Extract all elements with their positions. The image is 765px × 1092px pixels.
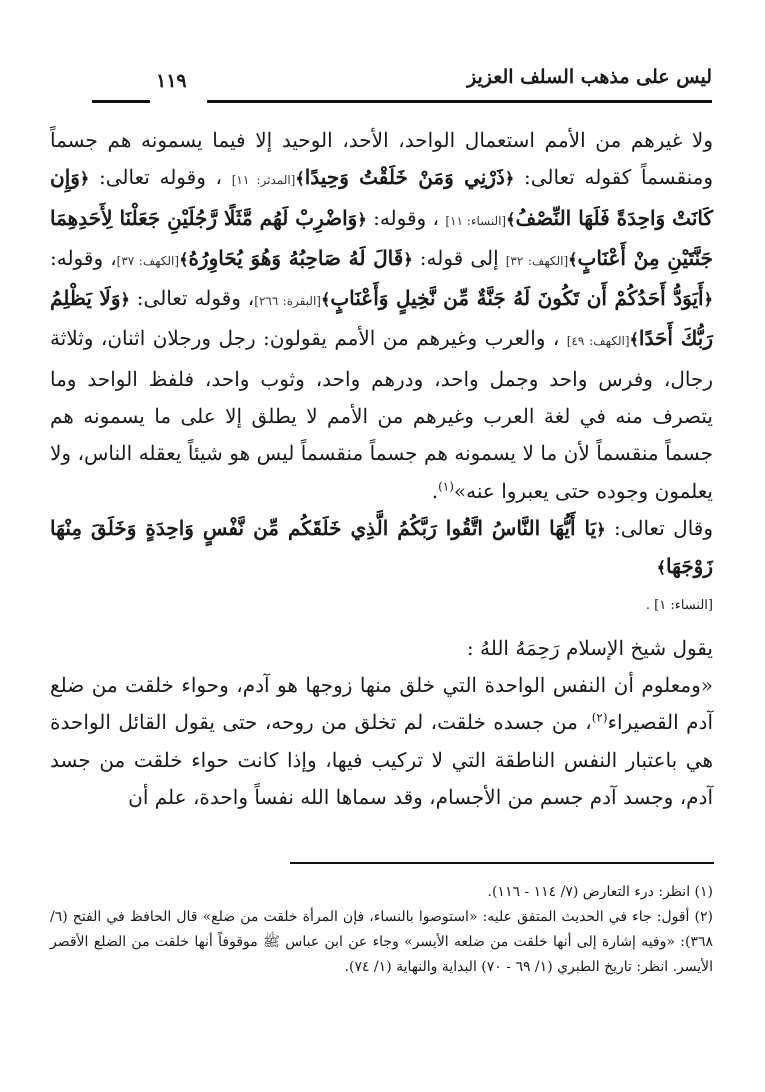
verse-reference: [الكهف: ٣٢] xyxy=(505,253,569,268)
verse-reference: [المدثر: ١١] xyxy=(231,173,296,188)
ornate-bracket-open: ﴿ xyxy=(120,290,130,310)
verse-reference: [النساء: ١١] xyxy=(445,213,507,228)
ornate-bracket-open: ﴿ xyxy=(596,519,606,539)
ornate-bracket-close: ﴾ xyxy=(568,249,578,269)
page-header xyxy=(92,66,712,106)
verse-text: يَا أَيُّهَا النَّاسُ اتَّقُوا رَبَّكُمُ الَّذِي خَلَقَكُم مِّن نَّفْسٍ وَاحِدَةٍ وَخَلَقَ مِنْهَا زَوْجَهَا xyxy=(50,515,713,579)
text-run: ، وقوله تعالى: xyxy=(129,286,255,311)
verse-text: وَلَا يَظْلِمُ رَبُّكَ أَحَدًا xyxy=(50,286,713,351)
verse-reference: [الكهف: ٣٧] xyxy=(116,253,180,268)
ornate-bracket-close: ﴾ xyxy=(656,558,666,578)
ornate-bracket-close: ﴾ xyxy=(295,169,305,189)
ornate-bracket-open: ﴿ xyxy=(79,169,90,189)
verse-text: وَاضْرِبْ لَهُم مَّثَلًا رَّجُلَيْنِ جَعَلْنَا لِأَحَدِهِمَا جَنَّتَيْنِ مِنْ أَعْنَابٍ xyxy=(50,205,713,270)
verse-text: ذَرْنِي وَمَنْ خَلَقْتُ وَحِيدًا xyxy=(304,165,505,190)
footnote-marker-1[interactable]: (١) xyxy=(438,479,454,494)
text-run: ، وقوله: xyxy=(50,245,117,270)
ornate-bracket-open: ﴿ xyxy=(357,209,367,229)
verse-text: وَإِن كَانَتْ وَاحِدَةً فَلَهَا النِّصْفُ xyxy=(50,165,714,230)
text-run: ، والعرب وغيرهم من الأمم يقولون: رجل ورجلان اثنان، وثلاثة رجال، وفرس واحد وجمل واحد، ودرهم واحد، وثوب واحد، فلفظ الواحد وما يتصرف منه في لغة العرب وغيرهم من الأمم لا يطلق إلا على ما يسمونه هم جسماً منقسماً لأن ما لا يسمونه هم جسماً منقسماً ليس هو شيئاً يعقله الناس، ولا يعلمون وجوده حتى يعبروا عنه» xyxy=(50,326,713,503)
ornate-bracket-close: ﴾ xyxy=(179,249,189,269)
text-run: وقال تعالى: xyxy=(605,515,714,540)
quran-verse-5 xyxy=(321,286,713,310)
text-run: ولا غيرهم من الأمم استعمال الواحد، الأحد، الوحيد إلا فيما يسمونه هم جسماً ومنقسماً كقوله تعالى: xyxy=(50,128,714,190)
footnote-marker-2[interactable]: (٢) xyxy=(591,710,608,725)
verse-reference: [البقرة: ٢٦٦] xyxy=(254,294,321,309)
text-run: إلى قوله: xyxy=(412,245,506,270)
text-run: ، وقوله تعالى: xyxy=(89,165,232,190)
ornate-bracket-open: ﴿ xyxy=(403,249,413,269)
ornate-bracket-open: ﴿ xyxy=(703,290,713,310)
text-run: ، من جسده خلقت، لم تخلق من روحه، حتى يقول القائل الواحدة هي باعتبار النفس الناطقة التي لا تركيب فيها، وإذا كانت حواء خلقت من جسد آدم، وجسد آدم جسم من الأجسام، وقد سماها الله نفساً واحدة، علم أن xyxy=(50,710,713,810)
paragraph-3: يقول شيخ الإسلام رَحِمَهُ اللهُ : xyxy=(466,635,713,660)
paragraph-2 xyxy=(50,510,713,624)
paragraph-4 xyxy=(50,667,713,816)
footnote-2: (٢) أقول: جاء في الحديث المتفق عليه: «استوصوا بالنساء، فإن المرأة خلقت من ضلع» قال الحافظ في الفتح (٦/ ٣٦٨): «وفيه إشارة إلى أنها خلقت من ضلعه الأيسر» وجاء عن ابن عباس ﷺ موقوفاً أنها خلقت من الضلع الأقصر الأيسر. انظر: تاريخ الطبري (١/ ٦٩ - ٧٠) البداية والنهاية (١/ ٧٤). xyxy=(50,909,713,975)
footnote-1: (١) انظر: درء التعارض (٧/ ١١٤ - ١١٦). xyxy=(487,884,713,900)
footnote-separator xyxy=(290,862,714,864)
text-run: ، وقوله: xyxy=(366,205,446,230)
text-run: . xyxy=(431,478,439,503)
paragraph-1 xyxy=(50,122,713,510)
header-rule-long xyxy=(207,100,712,103)
ornate-bracket-close: ﴾ xyxy=(506,209,516,229)
verse-text: قَالَ لَهُ صَاحِبُهُ وَهُوَ يُحَاوِرُهُ xyxy=(188,245,404,270)
ornate-bracket-open: ﴿ xyxy=(504,169,515,189)
footnotes xyxy=(50,880,713,980)
header-rule-short xyxy=(92,100,150,103)
main-text xyxy=(50,122,713,816)
running-title: ليس على مذهب السلف العزيز xyxy=(467,66,712,88)
verse-reference: [الكهف: ٤٩] xyxy=(566,334,630,349)
verse-text: أَيَوَدُّ أَحَدُكُمْ أَن تَكُونَ لَهُ جَنَّةٌ مِّن نَّخِيلٍ وَأَعْنَابٍ xyxy=(330,286,704,311)
page-number: ١١٩ xyxy=(156,70,187,92)
ornate-bracket-close: ﴾ xyxy=(629,330,639,350)
quran-verse-4 xyxy=(179,246,413,270)
ornate-bracket-close: ﴾ xyxy=(320,290,331,310)
text-run: «ومعلوم أن النفس الواحدة التي خلق منها زوجها هو آدم، وحواء خلقت من ضلع آدم القصيراء xyxy=(50,673,713,735)
quran-verse-1 xyxy=(295,165,514,189)
verse-reference: [النساء: ١] . xyxy=(645,597,713,613)
